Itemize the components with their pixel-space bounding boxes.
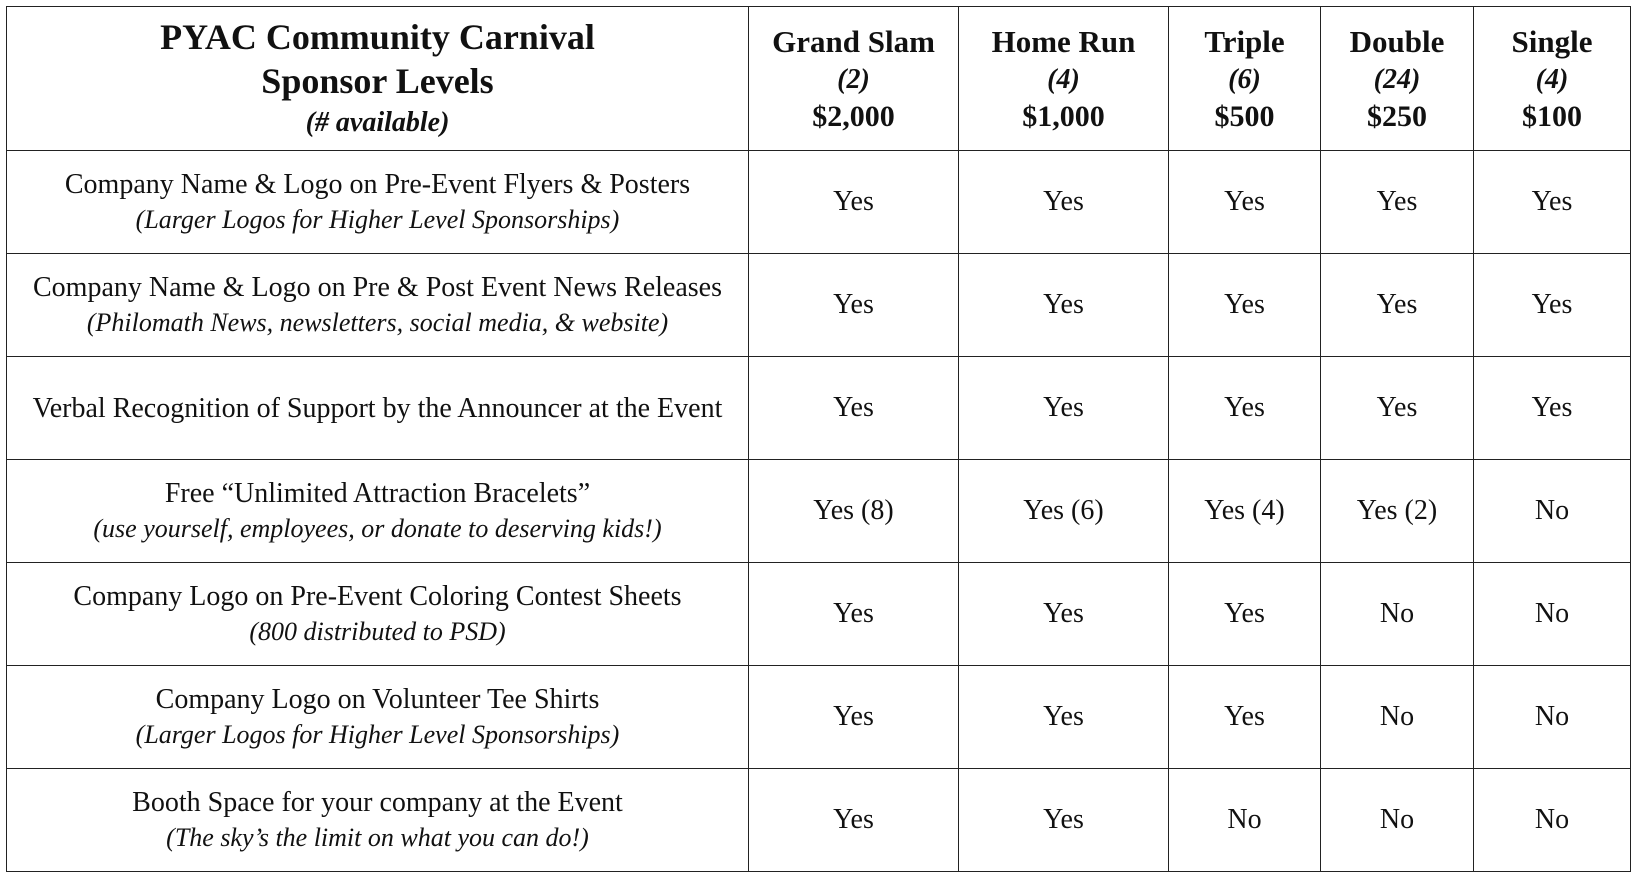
value-cell: No	[1474, 666, 1631, 769]
table-row	[7, 769, 1631, 872]
value-cell: Yes	[749, 666, 959, 769]
value-cell: Yes	[959, 151, 1169, 254]
value-cell: Yes (6)	[959, 460, 1169, 563]
value-cell: Yes	[1169, 254, 1321, 357]
value-cell: Yes	[959, 769, 1169, 872]
value-cell: Yes	[1474, 357, 1631, 460]
feature-note: (Larger Logos for Higher Level Sponsorships)	[135, 205, 620, 234]
feature-cell	[7, 151, 749, 254]
level-price: $100	[1522, 99, 1582, 133]
value-cell: No	[1169, 769, 1321, 872]
value-cell: Yes	[749, 769, 959, 872]
level-name: Single	[1511, 23, 1593, 59]
feature-name: Company Name & Logo on Pre & Post Event News Releases	[32, 272, 722, 303]
level-name: Double	[1349, 23, 1445, 59]
level-header-double	[1321, 7, 1474, 151]
value-cell: Yes	[749, 254, 959, 357]
level-price: $250	[1367, 99, 1427, 133]
value-cell: Yes	[959, 563, 1169, 666]
level-header-single	[1474, 7, 1631, 151]
value-cell: Yes	[1169, 563, 1321, 666]
feature-cell	[7, 666, 749, 769]
sponsor-levels-table	[6, 6, 1631, 872]
value-cell: Yes	[1321, 357, 1474, 460]
value-cell: Yes	[749, 563, 959, 666]
level-available: (24)	[1373, 63, 1421, 95]
value-cell: Yes	[1169, 151, 1321, 254]
feature-name: Company Name & Logo on Pre-Event Flyers & Posters	[64, 169, 691, 200]
feature-cell	[7, 563, 749, 666]
feature-note: (Larger Logos for Higher Level Sponsorships)	[135, 720, 620, 749]
feature-name: Booth Space for your company at the Event	[132, 787, 623, 818]
value-cell: No	[1474, 563, 1631, 666]
table-row	[7, 460, 1631, 563]
level-available: (4)	[1535, 63, 1569, 95]
value-cell: Yes	[959, 254, 1169, 357]
table-subtitle: Sponsor Levels	[261, 60, 494, 101]
level-header-triple	[1169, 7, 1321, 151]
value-cell: Yes (4)	[1169, 460, 1321, 563]
level-name: Grand Slam	[772, 23, 935, 59]
level-name: Home Run	[991, 23, 1136, 59]
value-cell: No	[1321, 666, 1474, 769]
feature-cell	[7, 460, 749, 563]
level-available: (2)	[837, 63, 870, 95]
table-header-row	[7, 7, 1631, 151]
feature-cell	[7, 254, 749, 357]
table-row	[7, 563, 1631, 666]
feature-cell	[7, 769, 749, 872]
feature-name: Company Logo on Volunteer Tee Shirts	[155, 684, 600, 715]
value-cell: Yes (2)	[1321, 460, 1474, 563]
feature-name: Company Logo on Pre-Event Coloring Contest Sheets	[73, 581, 682, 612]
feature-cell	[7, 357, 749, 460]
feature-note: (800 distributed to PSD)	[249, 617, 506, 646]
table-row	[7, 151, 1631, 254]
table-row	[7, 357, 1631, 460]
value-cell: Yes	[959, 357, 1169, 460]
value-cell: No	[1321, 563, 1474, 666]
level-name: Triple	[1204, 23, 1285, 59]
level-price: $1,000	[1022, 99, 1105, 133]
level-available: (6)	[1228, 63, 1261, 95]
value-cell: Yes	[1474, 151, 1631, 254]
feature-name: Verbal Recognition of Support by the Announcer at the Event	[32, 392, 723, 424]
value-cell: Yes	[1169, 357, 1321, 460]
value-cell: Yes	[749, 357, 959, 460]
table-row	[7, 254, 1631, 357]
value-cell: No	[1474, 769, 1631, 872]
value-cell: Yes	[1474, 254, 1631, 357]
level-header-home-run	[959, 7, 1169, 151]
table-row	[7, 666, 1631, 769]
value-cell: Yes	[1169, 666, 1321, 769]
value-cell: No	[1474, 460, 1631, 563]
level-header-grand-slam	[749, 7, 959, 151]
value-cell: No	[1321, 769, 1474, 872]
value-cell: Yes	[1321, 151, 1474, 254]
table-title-cell	[7, 7, 749, 151]
feature-name: Free “Unlimited Attraction Bracelets”	[164, 478, 591, 509]
value-cell: Yes (8)	[749, 460, 959, 563]
feature-note: (use yourself, employees, or donate to deserving kids!)	[93, 514, 662, 543]
feature-note: (Philomath News, newsletters, social media, & website)	[86, 308, 669, 337]
value-cell: Yes	[749, 151, 959, 254]
value-cell: Yes	[1321, 254, 1474, 357]
feature-note: (The sky’s the limit on what you can do!)	[166, 823, 589, 852]
level-available: (4)	[1047, 63, 1080, 95]
table-title: PYAC Community Carnival	[160, 16, 595, 57]
value-cell: Yes	[959, 666, 1169, 769]
level-price: $500	[1214, 99, 1275, 133]
availability-note: (# available)	[305, 106, 450, 138]
level-price: $2,000	[812, 99, 895, 133]
